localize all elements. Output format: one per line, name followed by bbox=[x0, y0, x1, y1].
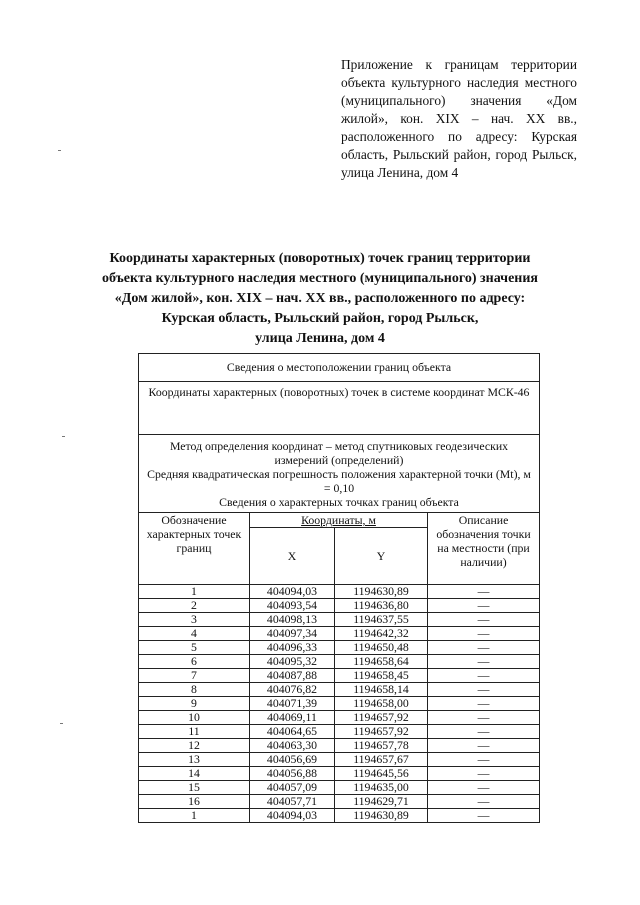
point-description: — bbox=[428, 781, 540, 795]
coord-x: 404096,33 bbox=[250, 641, 335, 655]
coord-x: 404076,82 bbox=[250, 683, 335, 697]
coord-x: 404095,32 bbox=[250, 655, 335, 669]
table-row bbox=[139, 641, 540, 655]
coord-y: 1194630,89 bbox=[335, 585, 428, 599]
point-description: — bbox=[428, 669, 540, 683]
point-description: — bbox=[428, 683, 540, 697]
coordinates-label: Координаты, м bbox=[301, 513, 376, 527]
coord-y: 1194636,80 bbox=[335, 599, 428, 613]
table-row bbox=[139, 599, 540, 613]
coord-x: 404056,69 bbox=[250, 753, 335, 767]
point-number: 2 bbox=[139, 599, 250, 613]
point-number: 12 bbox=[139, 739, 250, 753]
coord-y: 1194658,45 bbox=[335, 669, 428, 683]
point-description: — bbox=[428, 711, 540, 725]
title-line: Курская область, Рыльский район, город Рыльск, bbox=[161, 311, 479, 326]
column-header-y: Y bbox=[335, 528, 428, 585]
table-row bbox=[139, 795, 540, 809]
coord-y: 1194630,89 bbox=[335, 809, 428, 823]
point-number: 16 bbox=[139, 795, 250, 809]
coord-x: 404071,39 bbox=[250, 697, 335, 711]
coord-y: 1194658,14 bbox=[335, 683, 428, 697]
point-number: 7 bbox=[139, 669, 250, 683]
coord-y: 1194642,32 bbox=[335, 627, 428, 641]
column-header-coordinates bbox=[250, 513, 428, 528]
title-line: Координаты характерных (поворотных) точек границ территории bbox=[109, 251, 531, 266]
title-line: улица Ленина, дом 4 bbox=[255, 331, 385, 346]
point-description: — bbox=[428, 627, 540, 641]
point-number: 6 bbox=[139, 655, 250, 669]
coord-x: 404057,71 bbox=[250, 795, 335, 809]
table-row bbox=[139, 767, 540, 781]
table-row bbox=[139, 809, 540, 823]
table-row bbox=[139, 669, 540, 683]
title-line: «Дом жилой», кон. XIX – нач. XX вв., расположенного по адресу: bbox=[114, 291, 526, 306]
point-description: — bbox=[428, 725, 540, 739]
coord-y: 1194657,92 bbox=[335, 725, 428, 739]
coord-y: 1194658,00 bbox=[335, 697, 428, 711]
coord-x: 404094,03 bbox=[250, 585, 335, 599]
point-number: 10 bbox=[139, 711, 250, 725]
method-cell bbox=[139, 435, 540, 513]
document-title bbox=[60, 249, 580, 349]
point-description: — bbox=[428, 599, 540, 613]
coord-y: 1194650,48 bbox=[335, 641, 428, 655]
coord-x: 404093,54 bbox=[250, 599, 335, 613]
annex-note: Приложение к границам территории объекта культурного наследия местного (муниципального) значения «Дом жилой», кон. XIX – нач. XX вв., расположенного по адресу: Курская область, Рыльский район, город Рыльск, улица Ленина, дом 4 bbox=[341, 57, 577, 180]
point-number: 3 bbox=[139, 613, 250, 627]
coord-y: 1194657,92 bbox=[335, 711, 428, 725]
coordinates-table bbox=[138, 353, 540, 823]
coord-x: 404064,65 bbox=[250, 725, 335, 739]
point-description: — bbox=[428, 795, 540, 809]
point-number: 8 bbox=[139, 683, 250, 697]
coord-x: 404097,34 bbox=[250, 627, 335, 641]
table-row bbox=[139, 711, 540, 725]
point-description: — bbox=[428, 739, 540, 753]
table-row bbox=[139, 781, 540, 795]
table-row bbox=[139, 739, 540, 753]
point-number: 5 bbox=[139, 641, 250, 655]
coordinate-system-cell: Координаты характерных (поворотных) точек в системе координат МСК-46 bbox=[139, 382, 540, 435]
point-number: 15 bbox=[139, 781, 250, 795]
coord-x: 404056,88 bbox=[250, 767, 335, 781]
coord-x: 404087,88 bbox=[250, 669, 335, 683]
table-row bbox=[139, 697, 540, 711]
accuracy-text: Средняя квадратическая погрешность положения характерной точки (Mt), м = 0,10 bbox=[147, 467, 531, 495]
point-description: — bbox=[428, 655, 540, 669]
column-header-x: X bbox=[250, 528, 335, 585]
coord-x: 404069,11 bbox=[250, 711, 335, 725]
point-number: 4 bbox=[139, 627, 250, 641]
point-number: 9 bbox=[139, 697, 250, 711]
point-description: — bbox=[428, 641, 540, 655]
coord-y: 1194657,78 bbox=[335, 739, 428, 753]
point-description: — bbox=[428, 697, 540, 711]
table-row bbox=[139, 627, 540, 641]
title-line: объекта культурного наследия местного (муниципального) значения bbox=[101, 271, 538, 286]
point-description: — bbox=[428, 767, 540, 781]
table-row bbox=[139, 683, 540, 697]
coord-x: 404063,30 bbox=[250, 739, 335, 753]
table-row bbox=[139, 655, 540, 669]
coord-y: 1194635,00 bbox=[335, 781, 428, 795]
point-number: 13 bbox=[139, 753, 250, 767]
table-row bbox=[139, 753, 540, 767]
method-text: Метод определения координат – метод спутниковых геодезических измерений (определений) bbox=[169, 439, 509, 467]
coord-x: 404057,09 bbox=[250, 781, 335, 795]
column-header-description: Описание обозначения точки на местности (при наличии) bbox=[428, 513, 540, 585]
table-row bbox=[139, 613, 540, 627]
coord-y: 1194645,56 bbox=[335, 767, 428, 781]
scan-speck bbox=[62, 436, 65, 437]
point-description: — bbox=[428, 753, 540, 767]
coord-x: 404098,13 bbox=[250, 613, 335, 627]
location-info-header: Сведения о местоположении границ объекта bbox=[139, 354, 540, 382]
coord-x: 404094,03 bbox=[250, 809, 335, 823]
column-header-designation: Обозначение характерных точек границ bbox=[139, 513, 250, 585]
coord-y: 1194657,67 bbox=[335, 753, 428, 767]
point-number: 14 bbox=[139, 767, 250, 781]
point-description: — bbox=[428, 613, 540, 627]
point-description: — bbox=[428, 585, 540, 599]
coord-y: 1194637,55 bbox=[335, 613, 428, 627]
scan-speck bbox=[60, 723, 63, 724]
table-row bbox=[139, 585, 540, 599]
point-number: 11 bbox=[139, 725, 250, 739]
coord-y: 1194658,64 bbox=[335, 655, 428, 669]
point-description: — bbox=[428, 809, 540, 823]
point-number: 1 bbox=[139, 585, 250, 599]
table-row bbox=[139, 725, 540, 739]
scan-speck bbox=[58, 150, 61, 151]
coord-y: 1194629,71 bbox=[335, 795, 428, 809]
point-number: 1 bbox=[139, 809, 250, 823]
points-info-text: Сведения о характерных точках границ объекта bbox=[219, 495, 459, 509]
